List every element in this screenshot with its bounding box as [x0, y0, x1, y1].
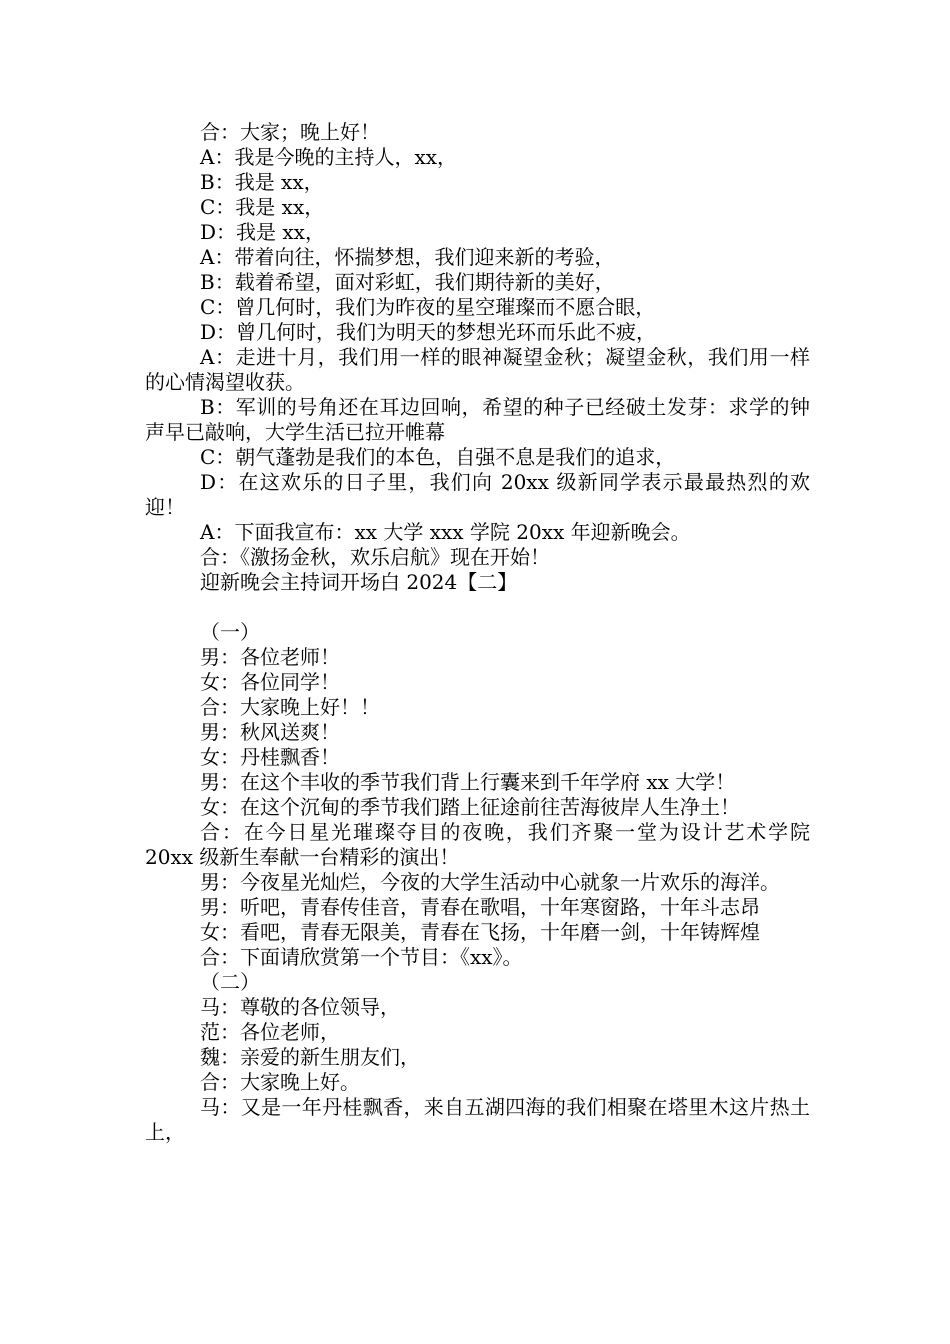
blank-line — [145, 595, 810, 620]
paragraph: B：军训的号角还在耳边回响，希望的种子已经破土发芽：求学的钟声早已敲响，大学生活已拉开帷幕 — [145, 395, 810, 444]
paragraph: A：带着向往，怀揣梦想，我们迎来新的考验， — [200, 245, 615, 269]
paragraph: 男：听吧，青春传佳音，青春在歌唱，十年寒窗路，十年斗志昂 — [200, 895, 760, 919]
paragraph: 魏：亲爱的新生朋友们， — [200, 1045, 420, 1069]
paragraph: B：我是 xx， — [200, 170, 324, 194]
paragraph: 女：丹桂飘香！ — [200, 745, 340, 769]
paragraph: D：我是 xx， — [200, 220, 325, 244]
paragraph: D：在这欢乐的日子里，我们向 20xx 级新同学表示最最热烈的欢迎！ — [145, 470, 810, 519]
subsection-label: （一） — [200, 620, 260, 644]
paragraph: 马：又是一年丹桂飘香，来自五湖四海的我们相聚在塔里木这片热土上， — [145, 1095, 810, 1144]
paragraph: C：我是 xx， — [200, 195, 325, 219]
paragraph: D：曾几何时，我们为明天的梦想光环而乐此不疲， — [200, 320, 657, 344]
paragraph: 合：大家晚上好！！ — [200, 695, 380, 719]
paragraph: 男：在这个丰收的季节我们背上行囊来到千年学府 xx 大学！ — [200, 770, 736, 794]
document-body — [145, 120, 810, 1145]
paragraph: 女：在这个沉甸的季节我们踏上征途前往苦海彼岸人生净土！ — [200, 795, 740, 819]
subsection-label: （二） — [200, 970, 260, 994]
paragraph: 女：看吧，青春无限美，青春在飞扬，十年磨一剑，十年铸辉煌 — [200, 920, 760, 944]
paragraph: 女：各位同学！ — [200, 670, 340, 694]
paragraph: B：载着希望，面对彩虹，我们期待新的美好， — [200, 270, 615, 294]
paragraph: 马：尊敬的各位领导， — [200, 995, 400, 1019]
paragraph: 男：今夜星光灿烂，今夜的大学生活动中心就象一片欢乐的海洋。 — [200, 870, 780, 894]
paragraph: 男：秋风送爽！ — [200, 720, 340, 744]
paragraph: 合：大家；晚上好！ — [200, 120, 380, 144]
paragraph: 合：大家晚上好。 — [200, 1070, 360, 1094]
paragraph: A：下面我宣布：xx 大学 xxx 学院 20xx 年迎新晚会。 — [200, 520, 691, 544]
paragraph: 合：在今日星光璀璨夺目的夜晚，我们齐聚一堂为设计艺术学院 20xx 级新生奉献一台精彩的演出！ — [145, 820, 810, 869]
paragraph: A：我是今晚的主持人，xx， — [200, 145, 458, 169]
paragraph: A：走进十月，我们用一样的眼神凝望金秋；凝望金秋，我们用一样的心情渴望收获。 — [145, 345, 810, 394]
paragraph: C：朝气蓬勃是我们的本色，自强不息是我们的追求， — [200, 445, 676, 469]
paragraph: 范：各位老师， — [200, 1020, 340, 1044]
paragraph: 男：各位老师！ — [200, 645, 340, 669]
section-heading: 迎新晚会主持词开场白 2024【二】 — [200, 570, 518, 594]
paragraph: 合：《激扬金秋，欢乐启航》现在开始！ — [200, 545, 550, 569]
paragraph: 合：下面请欣赏第一个节目：《xx》。 — [200, 945, 523, 969]
paragraph: C：曾几何时，我们为昨夜的星空璀璨而不愿合眼， — [200, 295, 656, 319]
